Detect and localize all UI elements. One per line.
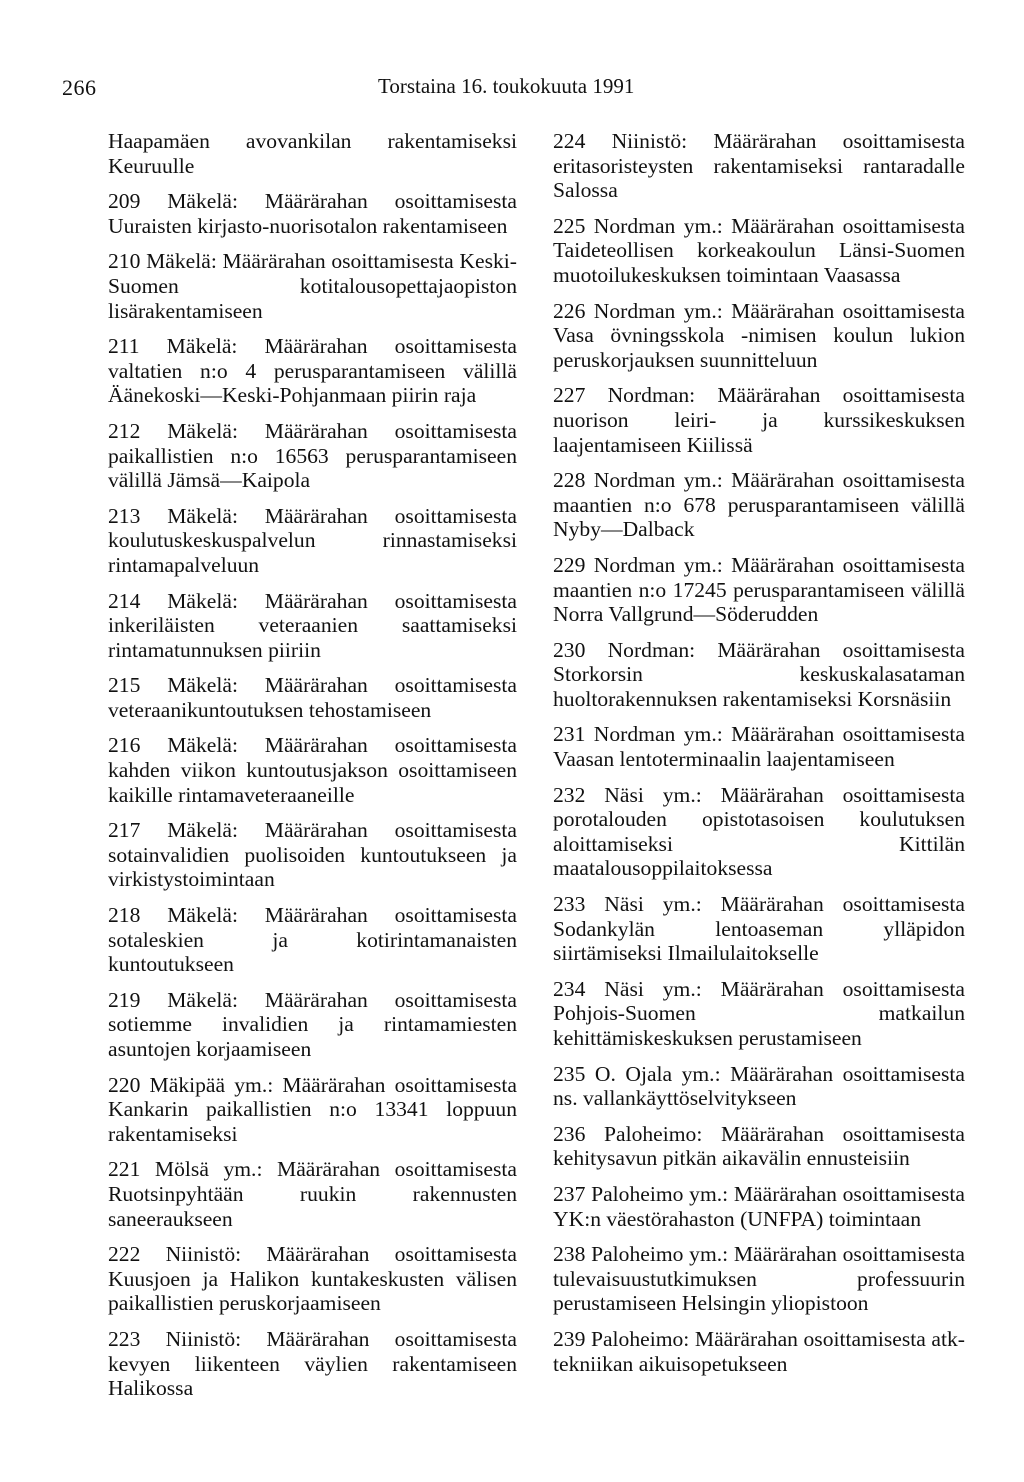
entry-right-2: 226 Nordman ym.: Määrärahan osoittamisesta Vasa övningsskola -nimisen koulun lukion peruskorjauksen suunnitteluun [553, 298, 965, 372]
entry-right-8: 232 Näsi ym.: Määrärahan osoittamisesta porotalouden opistotasoisen koulutuksen aloittamiseksi Kittilän maatalousoppilaitoksessa [553, 782, 965, 881]
entry-right-1: 225 Nordman ym.: Määrärahan osoittamisesta Taideteollisen korkeakoulun Länsi-Suomen muotoilukeskuksen toimintaan Vaasassa [553, 213, 965, 287]
entry-left-7: 215 Mäkelä: Määrärahan osoittamisesta veteraanikuntoutuksen tehostamiseen [108, 673, 517, 722]
entry-right-9: 233 Näsi ym.: Määrärahan osoittamisesta Sodankylän lentoaseman ylläpidon siirtämiseksi Ilmailulaitokselle [553, 892, 965, 966]
left-column [108, 129, 517, 1412]
entry-left-1: 209 Mäkelä: Määrärahan osoittamisesta Uuraisten kirjasto-nuorisotalon rakentamiseen [108, 189, 517, 238]
entry-right-12: 236 Paloheimo: Määrärahan osoittamisesta kehitysavun pitkän aikavälin ennusteisiin [553, 1121, 965, 1171]
entry-left-3: 211 Mäkelä: Määrärahan osoittamisesta valtatien n:o 4 perusparantamiseen välillä Äänekoski—Keski-Pohjanmaan piirin raja [108, 334, 517, 408]
entry-left-0: Haapamäen avovankilan rakentamiseksi Keuruulle [108, 129, 517, 178]
entry-left-15: 223 Niinistö: Määrärahan osoittamisesta kevyen liikenteen väylien rakentamiseen Halikossa [108, 1326, 517, 1401]
entry-left-9: 217 Mäkelä: Määrärahan osoittamisesta sotainvalidien puolisoiden kuntoutukseen ja virkistystoimintaan [108, 818, 517, 892]
entry-left-11: 219 Mäkelä: Määrärahan osoittamisesta sotiemme invalidien ja rintamamiesten asuntojen korjaamiseen [108, 987, 517, 1061]
right-column [553, 129, 965, 1387]
entry-right-14: 238 Paloheimo ym.: Määrärahan osoittamisesta tulevaisuustutkimuksen professuurin perustamiseen Helsingin yliopistoon [553, 1242, 965, 1316]
entry-right-6: 230 Nordman: Määrärahan osoittamisesta Storkorsin keskuskalasataman huoltorakennuksen rakentamiseksi Korsnäsiin [553, 637, 965, 711]
page-number: 266 [62, 75, 97, 100]
entry-left-10: 218 Mäkelä: Määrärahan osoittamisesta sotaleskien ja kotirintamanaisten kuntoutukseen [108, 903, 517, 977]
entry-right-13: 237 Paloheimo ym.: Määrärahan osoittamisesta YK:n väestörahaston (UNFPA) toimintaan [553, 1181, 965, 1231]
running-title: Torstaina 16. toukokuuta 1991 [378, 74, 635, 98]
entry-left-5: 213 Mäkelä: Määrärahan osoittamisesta koulutuskeskuspalvelun rinnastamiseksi rintamapalveluun [108, 503, 517, 577]
entry-left-4: 212 Mäkelä: Määrärahan osoittamisesta paikallistien n:o 16563 perusparantamiseen välillä Jämsä—Kaipola [108, 418, 517, 493]
entry-right-10: 234 Näsi ym.: Määrärahan osoittamisesta Pohjois-Suomen matkailun kehittämiskeskuksen perustamiseen [553, 976, 965, 1050]
entry-right-5: 229 Nordman ym.: Määrärahan osoittamisesta maantien n:o 17245 perusparantamiseen välillä Norra Vallgrund—Söderudden [553, 552, 965, 627]
entry-left-8: 216 Mäkelä: Määrärahan osoittamisesta kahden viikon kuntoutusjakson osoittamiseen kaikille rintamaveteraaneille [108, 733, 517, 807]
entry-left-12: 220 Mäkipää ym.: Määrärahan osoittamisesta Kankarin paikallistien n:o 13341 loppuun rakentamiseksi [108, 1072, 517, 1146]
entry-left-2: 210 Mäkelä: Määrärahan osoittamisesta Keski-Suomen kotitalousopettajaopiston lisärakentamiseen [108, 249, 517, 323]
entry-right-7: 231 Nordman ym.: Määrärahan osoittamisesta Vaasan lentoterminaalin laajentamiseen [553, 722, 965, 772]
entry-left-14: 222 Niinistö: Määrärahan osoittamisesta Kuusjoen ja Halikon kuntakeskusten välisen paikallistien peruskorjaamiseen [108, 1242, 517, 1316]
entry-left-6: 214 Mäkelä: Määrärahan osoittamisesta inkeriläisten veteraanien saattamiseksi rintamatunnuksen piiriin [108, 588, 517, 662]
entry-right-4: 228 Nordman ym.: Määrärahan osoittamisesta maantien n:o 678 perusparantamiseen välillä Nyby—Dalback [553, 468, 965, 542]
entry-right-0: 224 Niinistö: Määrärahan osoittamisesta eritasoristeysten rakentamiseksi rantaradalle Salossa [553, 129, 965, 203]
entry-left-13: 221 Mölsä ym.: Määrärahan osoittamisesta Ruotsinpyhtään ruukin rakennusten saneeraukseen [108, 1157, 517, 1231]
entry-right-3: 227 Nordman: Määrärahan osoittamisesta nuorison leiri- ja kurssikeskuksen laajentamiseen Kiilissä [553, 383, 965, 457]
entry-right-11: 235 O. Ojala ym.: Määrärahan osoittamisesta ns. vallankäyttöselvitykseen [553, 1061, 965, 1111]
entry-right-15: 239 Paloheimo: Määrärahan osoittamisesta atk-tekniikan aikuisopetukseen [553, 1326, 965, 1376]
